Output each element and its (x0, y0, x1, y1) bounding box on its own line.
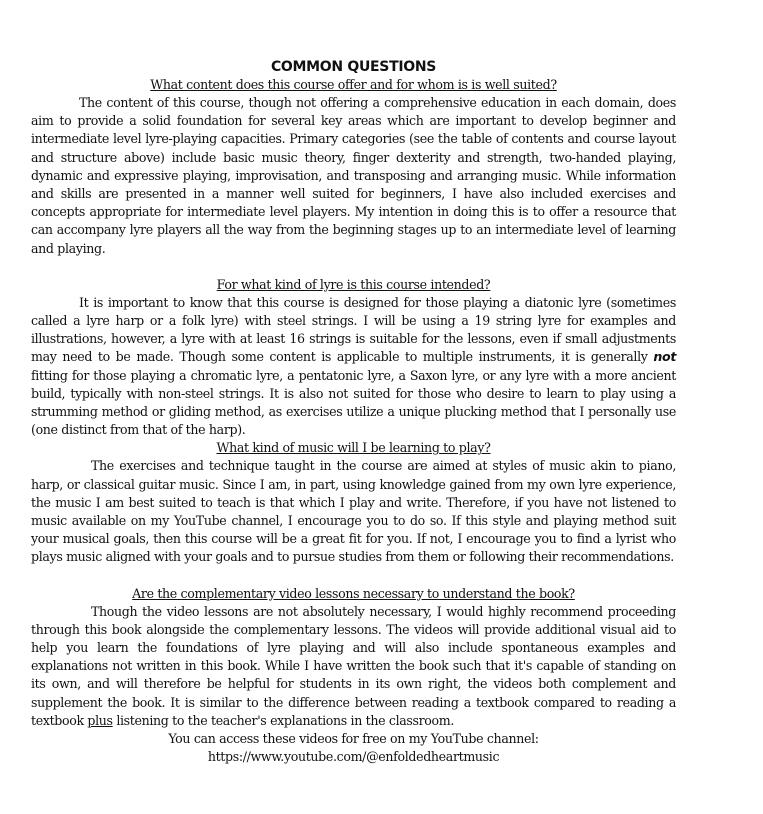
youtube-url[interactable]: https://www.youtube.com/@enfoldedheartmusic (207, 749, 500, 765)
access-line: You can access these videos for free on my YouTube channel: (168, 731, 539, 747)
section-paragraph-content: The content of this course, though not offering a comprehensive education in each domain, does aim to provide a solid foundation for several key areas which are important to develop beginner and intermediate level lyre-playing capacities. Primary categories (see the table of contents and course layout and structure above) include basic music theory, finger dexterity and strength, two-handed playing, dynamic and expressive playing, improvisation, and transposing and arranging music. While information and skills are presented in a manner well suited for beginners, I have also included exercises and concepts appropriate for intermediate level players. My intention in doing this is to offer a resource that can accompany lyre players all the way from the beginning stages up to an intermediate level of learning and playing. (31, 95, 676, 256)
spacer (31, 258, 676, 276)
section-heading-content: What content does this course offer and for whom is is well suited? (150, 77, 557, 92)
lyre-type-text-end: fitting for those playing a chromatic lyre, a pentatonic lyre, a Saxon lyre, or any lyre with a more ancient build, typically with non-steel strings. It is also not suited for those who desire to learn to play using a strumming method or gliding method, as exercises utilize a unique plucking method that I personally use (one distinct from that of the harp). (31, 367, 676, 438)
section-paragraph-video-lessons (31, 603, 676, 730)
spacer (31, 567, 676, 585)
section-heading-music-kind: What kind of music will I be learning to play? (216, 440, 491, 456)
section-heading-lyre-type: For what kind of lyre is this course intended? (216, 276, 491, 292)
underlined-plus: plus (87, 712, 113, 728)
video-lessons-text-start: Though the video lessons are not absolutely necessary, I would highly recommend proceeding through this book alongside the complementary lessons. The videos will provide additional visual aid to help you learn the foundations of lyre playing and will also include spontaneous examples and explanations not written in this book. While I have written the book such that it's capable of standing on its own, and will therefore be helpful for students in its own right, the videos both complement and supplement the book. It is similar to the difference between reading a textbook compared to reading a textbook (31, 603, 676, 728)
section-heading-video-lessons: Are the complementary video lessons necessary to understand the book? (132, 585, 575, 601)
lyre-type-text-start: It is important to know that this course is designed for those playing a diatonic lyre (sometimes called a lyre harp or a folk lyre) with steel strings. I will be using a 19 string lyre for examples and illustrations, however, a lyre with at least 16 strings is suitable for the lessons, even if small adjustments may need to be made. Though some content is applicable to multiple instruments, it is generally (31, 294, 676, 365)
document-page (31, 58, 676, 767)
emphasis-not: not (653, 349, 677, 365)
page-title: COMMON QUESTIONS (270, 59, 437, 75)
video-lessons-text-end: listening to the teacher's explanations in the classroom. (116, 712, 455, 728)
section-paragraph-music-kind: The exercises and technique taught in the course are aimed at styles of music akin to piano, harp, or classical guitar music. Since I am, in part, using knowledge gained from my own lyre experience, the music I am best suited to teach is that which I play and write. Therefore, if you have not listened to music available on my YouTube channel, I encourage you to do so. If this style and playing method suit your musical goals, then this course will be a great fit for you. If not, I encourage you to find a lyrist who plays music aligned with your goals and to pursue studies from them or following their recommendations. (31, 458, 676, 565)
section-paragraph-lyre-type (31, 294, 676, 440)
